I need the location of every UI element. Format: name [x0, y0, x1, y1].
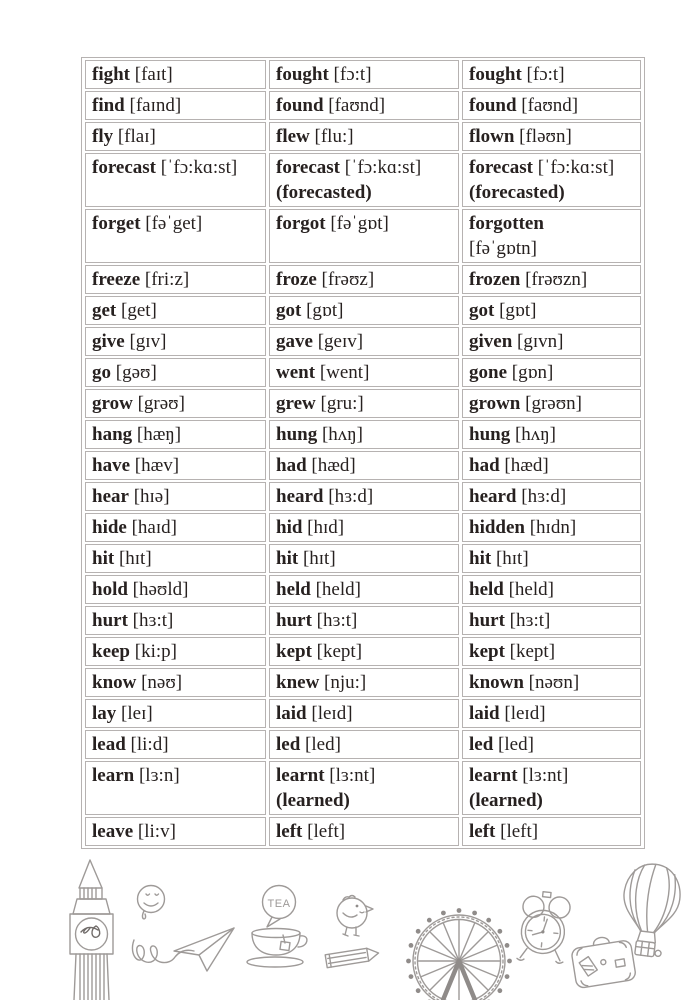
ipa-text: [ˈfɔ:kɑ:st] — [344, 157, 422, 178]
verb-cell — [85, 122, 266, 151]
verb-text: forgot — [276, 213, 326, 234]
verb-text: held — [469, 579, 504, 600]
ipa-text: [gɪv] — [129, 331, 167, 352]
ipa-text: [gɪvn] — [517, 331, 564, 352]
verb-text: left — [469, 821, 496, 842]
verb-text: heard — [469, 486, 517, 507]
verb-text: went — [276, 362, 316, 383]
verb-text: heard — [276, 486, 324, 507]
ipa-text: [nəʊ] — [141, 672, 183, 693]
ipa-text: [geɪv] — [317, 331, 364, 352]
verb-cell — [85, 296, 266, 325]
verb-text: led — [469, 734, 494, 755]
verb-cell — [462, 637, 641, 666]
verb-note: (learned) — [276, 790, 350, 811]
verb-text: fought — [276, 64, 329, 85]
verb-text: forecast — [276, 157, 341, 178]
table-row — [85, 699, 641, 728]
verb-cell — [462, 606, 641, 635]
verb-cell — [462, 91, 641, 120]
ipa-text: [hɜ:t] — [316, 610, 358, 631]
table-row — [85, 575, 641, 604]
ipa-text: [fəˈget] — [145, 213, 203, 234]
verb-text: found — [276, 95, 324, 116]
verb-text: got — [276, 300, 302, 321]
verb-cell — [85, 327, 266, 356]
ipa-text: [nju:] — [324, 672, 367, 693]
ipa-text: [frəʊzn] — [525, 269, 588, 290]
ipa-text: [faɪt] — [134, 64, 173, 85]
verb-cell — [85, 575, 266, 604]
verb-text: kept — [469, 641, 505, 662]
verb-text: learnt — [469, 765, 518, 786]
verb-cell — [462, 209, 641, 263]
table-row — [85, 544, 641, 573]
ipa-text: [went] — [319, 362, 370, 383]
verb-cell — [85, 513, 266, 542]
ipa-text: [grəʊ] — [137, 393, 185, 414]
verb-cell — [462, 544, 641, 573]
verb-text: lead — [92, 734, 126, 755]
verb-text: hid — [276, 517, 303, 538]
ipa-text: [hɪt] — [302, 548, 336, 569]
verb-cell — [269, 420, 459, 449]
verb-text: hit — [276, 548, 299, 569]
verb-cell — [269, 265, 459, 294]
verb-cell — [85, 637, 266, 666]
verb-cell — [269, 60, 459, 89]
ipa-text: [left] — [500, 821, 539, 842]
verb-cell — [85, 606, 266, 635]
verb-cell — [462, 513, 641, 542]
ipa-text: [leɪ] — [121, 703, 153, 724]
table-row — [85, 327, 641, 356]
ipa-text: [hɪə] — [133, 486, 170, 507]
ipa-text: [həʊld] — [132, 579, 189, 600]
verb-text: hide — [92, 517, 127, 538]
table-row — [85, 153, 641, 207]
ipa-text: [hæŋ] — [136, 424, 182, 445]
table-row — [85, 91, 641, 120]
verb-text: grow — [92, 393, 133, 414]
verb-cell — [269, 389, 459, 418]
verb-text: gone — [469, 362, 507, 383]
ipa-text: [gɒn] — [511, 362, 554, 383]
ipa-text: [hɪd] — [307, 517, 345, 538]
paper-plane-icon — [172, 923, 236, 973]
verb-cell — [269, 91, 459, 120]
pencil-icon — [318, 940, 382, 976]
verb-cell — [269, 153, 459, 207]
verb-text: have — [92, 455, 130, 476]
verb-text: know — [92, 672, 137, 693]
ipa-text: [left] — [307, 821, 346, 842]
verb-cell — [85, 389, 266, 418]
verb-cell — [462, 60, 641, 89]
verb-cell — [85, 761, 266, 815]
ipa-text: [grəʊn] — [525, 393, 582, 414]
table-row — [85, 482, 641, 511]
ipa-text: [held] — [315, 579, 361, 600]
table-row — [85, 60, 641, 89]
verb-cell — [269, 575, 459, 604]
ipa-text: [kept] — [509, 641, 556, 662]
ipa-text: [li:v] — [137, 821, 176, 842]
ipa-text: [faʊnd] — [328, 95, 386, 116]
table-row — [85, 637, 641, 666]
verb-cell — [85, 209, 266, 263]
ipa-text: [hɪt] — [495, 548, 529, 569]
verb-cell — [269, 451, 459, 480]
verb-cell — [269, 358, 459, 387]
ipa-text: [frəʊz] — [321, 269, 375, 290]
verb-cell — [462, 389, 641, 418]
verb-text: learn — [92, 765, 135, 786]
verb-cell — [85, 451, 266, 480]
ipa-text: [fri:z] — [144, 269, 190, 290]
verb-cell — [462, 730, 641, 759]
verb-cell — [269, 209, 459, 263]
bird-icon — [328, 890, 380, 942]
verb-cell — [85, 668, 266, 697]
table-row — [85, 451, 641, 480]
verb-text: laid — [469, 703, 500, 724]
ipa-text: [hɪdn] — [529, 517, 577, 538]
verb-text: knew — [276, 672, 320, 693]
table-row — [85, 668, 641, 697]
verb-text: lay — [92, 703, 117, 724]
verb-cell — [462, 668, 641, 697]
table-row — [85, 358, 641, 387]
verb-cell — [269, 730, 459, 759]
verb-cell — [85, 60, 266, 89]
ipa-text: [faʊnd] — [521, 95, 579, 116]
table-row — [85, 122, 641, 151]
ipa-text: [hɜ:d] — [328, 486, 374, 507]
verb-cell — [269, 327, 459, 356]
verb-cell — [85, 91, 266, 120]
verb-note: (learned) — [469, 790, 543, 811]
verb-text: hung — [469, 424, 511, 445]
ipa-text: [hæd] — [311, 455, 356, 476]
tea-cup-icon — [238, 883, 312, 973]
ipa-text: [hæd] — [504, 455, 549, 476]
verb-cell — [462, 420, 641, 449]
verb-cell — [85, 153, 266, 207]
ipa-text: [hæv] — [134, 455, 180, 476]
ipa-text: [hʌŋ] — [514, 424, 557, 445]
verb-text: give — [92, 331, 125, 352]
verb-cell — [269, 761, 459, 815]
verb-cell — [462, 817, 641, 846]
ipa-text: [gɒt] — [306, 300, 344, 321]
verb-cell — [269, 817, 459, 846]
ferris-wheel-icon — [398, 897, 520, 1000]
verb-cell — [462, 699, 641, 728]
big-ben-icon — [46, 857, 134, 1000]
verb-cell — [462, 358, 641, 387]
ipa-text: [fɔ:t] — [526, 64, 565, 85]
ipa-text: [hɪt] — [118, 548, 152, 569]
ipa-text: [fləʊn] — [519, 126, 572, 147]
table-row — [85, 761, 641, 815]
verb-text: forecast — [92, 157, 157, 178]
verb-text: led — [276, 734, 301, 755]
verb-text: get — [92, 300, 117, 321]
table-row — [85, 389, 641, 418]
ipa-text: [gru:] — [320, 393, 364, 414]
verb-text: fly — [92, 126, 114, 147]
verb-cell — [462, 265, 641, 294]
verb-cell — [462, 122, 641, 151]
verb-text: forget — [92, 213, 141, 234]
verb-text: find — [92, 95, 125, 116]
verb-note: (forecasted) — [276, 182, 372, 203]
ipa-text: [faɪnd] — [129, 95, 182, 116]
verb-text: grown — [469, 393, 521, 414]
ipa-text: [lɜ:n] — [138, 765, 180, 786]
ipa-text: [fəˈgɒtn] — [469, 238, 537, 259]
verb-text: hang — [92, 424, 133, 445]
verb-text: hurt — [92, 610, 128, 631]
hot-air-balloon-icon — [612, 860, 688, 964]
ipa-text: [nəʊn] — [528, 672, 580, 693]
verb-cell — [462, 451, 641, 480]
verb-text: froze — [276, 269, 317, 290]
ipa-text: [ˈfɔ:kɑ:st] — [537, 157, 615, 178]
verb-cell — [269, 699, 459, 728]
verb-text: go — [92, 362, 111, 383]
verb-text: frozen — [469, 269, 521, 290]
verb-cell — [462, 482, 641, 511]
table-row — [85, 606, 641, 635]
verb-text: hidden — [469, 517, 525, 538]
irregular-verbs-table — [81, 57, 645, 849]
verb-text: kept — [276, 641, 312, 662]
verb-cell — [269, 513, 459, 542]
verb-cell — [85, 265, 266, 294]
verb-text: grew — [276, 393, 316, 414]
verb-text: had — [276, 455, 307, 476]
ipa-text: [hʌŋ] — [321, 424, 364, 445]
verb-text: gave — [276, 331, 313, 352]
verb-text: hear — [92, 486, 129, 507]
smiley-speech-bubble-icon — [131, 882, 175, 940]
verb-cell — [85, 817, 266, 846]
ipa-text: [hɜ:t] — [132, 610, 174, 631]
ipa-text: [hɜ:t] — [509, 610, 551, 631]
verb-text: hurt — [276, 610, 312, 631]
ipa-text: [gəʊ] — [115, 362, 157, 383]
verb-note: (forecasted) — [469, 182, 565, 203]
ipa-text: [li:d] — [130, 734, 169, 755]
verb-cell — [85, 699, 266, 728]
verb-text: hurt — [469, 610, 505, 631]
verb-text: given — [469, 331, 513, 352]
verb-text: found — [469, 95, 517, 116]
verb-cell — [269, 668, 459, 697]
verb-cell — [462, 153, 641, 207]
verb-text: hit — [469, 548, 492, 569]
ipa-text: [flu:] — [314, 126, 354, 147]
table-row — [85, 296, 641, 325]
verb-cell — [462, 761, 641, 815]
verb-cell — [85, 420, 266, 449]
verb-text: had — [469, 455, 500, 476]
ipa-text: [lɜ:nt] — [329, 765, 376, 786]
ipa-text: [led] — [498, 734, 534, 755]
ipa-text: [fəˈgɒt] — [330, 213, 389, 234]
verb-text: held — [276, 579, 311, 600]
verb-text: leave — [92, 821, 134, 842]
verb-text: learnt — [276, 765, 325, 786]
verb-cell — [462, 327, 641, 356]
table-row — [85, 730, 641, 759]
verb-text: fought — [469, 64, 522, 85]
verb-text: hung — [276, 424, 318, 445]
ipa-text: [led] — [305, 734, 341, 755]
ipa-text: [hɜ:d] — [521, 486, 567, 507]
verb-cell — [85, 544, 266, 573]
table-row — [85, 209, 641, 263]
verb-table-body — [85, 60, 641, 846]
verb-cell — [269, 544, 459, 573]
verb-text: flown — [469, 126, 515, 147]
verb-text: known — [469, 672, 524, 693]
footer-doodles — [0, 855, 700, 1000]
verb-cell — [269, 637, 459, 666]
verb-text: left — [276, 821, 303, 842]
ipa-text: [kept] — [316, 641, 363, 662]
verb-cell — [269, 606, 459, 635]
verb-text: forecast — [469, 157, 534, 178]
ipa-text: [ˈfɔ:kɑ:st] — [160, 157, 238, 178]
verb-cell — [85, 730, 266, 759]
ipa-text: [gɒt] — [499, 300, 537, 321]
verb-text: laid — [276, 703, 307, 724]
ipa-text: [lɜ:nt] — [522, 765, 569, 786]
verb-cell — [269, 296, 459, 325]
ipa-text: [flaɪ] — [117, 126, 156, 147]
verb-text: flew — [276, 126, 310, 147]
verb-cell — [85, 482, 266, 511]
verb-cell — [462, 575, 641, 604]
verb-text: hold — [92, 579, 128, 600]
ipa-text: [leɪd] — [504, 703, 546, 724]
verb-cell — [462, 296, 641, 325]
verb-text: keep — [92, 641, 130, 662]
verb-cell — [269, 122, 459, 151]
table-row — [85, 513, 641, 542]
verb-text: got — [469, 300, 495, 321]
ipa-text: [held] — [508, 579, 554, 600]
verb-cell — [85, 358, 266, 387]
verb-text: fight — [92, 64, 130, 85]
ipa-text: [haɪd] — [131, 517, 177, 538]
ipa-text: [ki:p] — [134, 641, 177, 662]
table-row — [85, 420, 641, 449]
ipa-text: [leɪd] — [311, 703, 353, 724]
ipa-text: [get] — [121, 300, 157, 321]
ipa-text: [fɔ:t] — [333, 64, 372, 85]
verb-text: hit — [92, 548, 115, 569]
tea-bubble-label: TEA — [267, 898, 291, 910]
verb-text: forgotten — [469, 213, 544, 234]
table-row — [85, 817, 641, 846]
verb-cell — [269, 482, 459, 511]
verb-text: freeze — [92, 269, 141, 290]
table-row — [85, 265, 641, 294]
